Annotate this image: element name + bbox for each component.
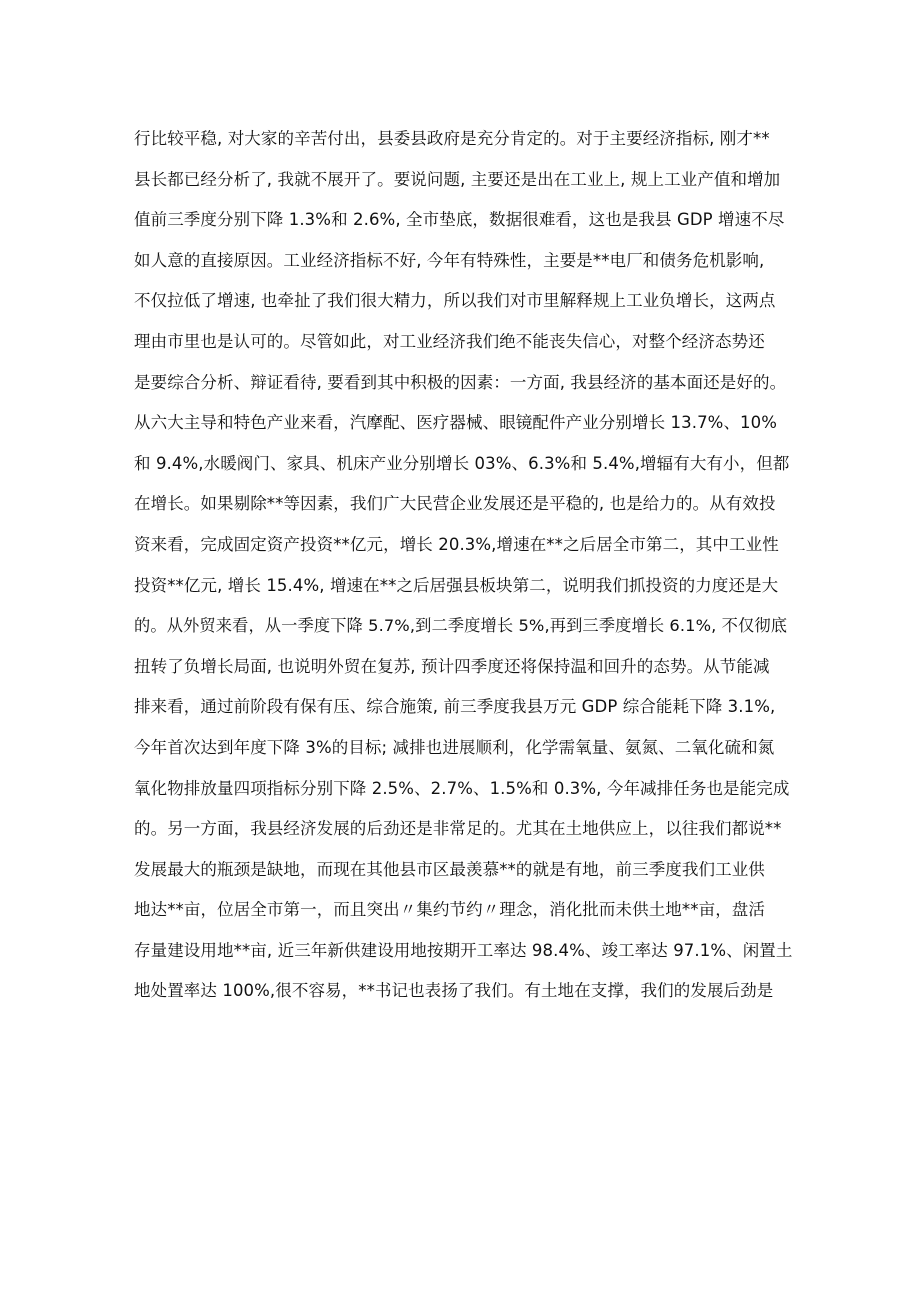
body-paragraph	[134, 119, 794, 1012]
text-line: 从六大主导和特色产业来看，汽摩配、医疗器械、眼镜配件产业分别增长 13.7%、10%	[134, 413, 778, 433]
text-line: 如人意的直接原因。工业经济指标不好, 今年有特殊性，主要是**电厂和债务危机影响,	[134, 250, 765, 270]
text-line: 县长都已经分析了, 我就不展开了。要说问题, 主要还是出在工业上, 规上工业产值和增加	[134, 169, 781, 189]
text-line: 和 9.4%,水暖阀门、家具、机床产业分别增长 03%、6.3%和 5.4%,增辐有大有小，但都	[134, 453, 790, 473]
text-line: 排来看，通过前阶段有保有压、综合施策, 前三季度我县万元 GDP 综合能耗下降 3.1%,	[134, 697, 776, 717]
text-line: 扭转了负增长局面, 也说明外贸在复苏, 预计四季度还将保持温和回升的态势。从节能减	[134, 656, 770, 676]
text-line: 不仅拉低了增速, 也牵扯了我们很大精力，所以我们对市里解释规上工业负增长，这两点	[134, 291, 776, 311]
text-line: 发展最大的瓶颈是缺地，而现在其他县市区最羡慕**的就是有地，前三季度我们工业供	[134, 859, 765, 879]
text-line: 氧化物排放量四项指标分别下降 2.5%、2.7%、1.5%和 0.3%, 今年减排任务也是能完成	[134, 778, 790, 798]
text-line: 的。从外贸来看，从一季度下降 5.7%,到二季度增长 5%,再到三季度增长 6.1%, 不仅彻底	[134, 616, 788, 636]
text-line: 是要综合分析、辩证看待, 要看到其中积极的因素：一方面, 我县经济的基本面还是好的。	[134, 372, 787, 392]
text-line: 地处置率达 100%,很不容易，**书记也表扬了我们。有土地在支撑，我们的发展后劲是	[134, 981, 774, 1001]
text-line: 投资**亿元, 增长 15.4%, 增速在**之后居强县板块第二，说明我们抓投资的力度还是大	[134, 575, 779, 595]
text-line: 行比较平稳, 对大家的辛苦付出，县委县政府是充分肯定的。对于主要经济指标, 刚才**	[134, 129, 770, 148]
text-line: 今年首次达到年度下降 3%的目标; 减排也进展顺利，化学需氧量、氨氮、二氧化硫和氮	[134, 737, 775, 757]
text-line: 资来看，完成固定资产投资**亿元，增长 20.3%,增速在**之后居全市第二，其中工业性	[134, 534, 779, 554]
text-line: 地达**亩，位居全市第一，而且突出〃集约节约〃理念，消化批而未供土地**亩，盘活	[134, 900, 765, 920]
text-line: 的。另一方面，我县经济发展的后劲还是非常足的。尤其在土地供应上，以往我们都说**	[134, 819, 782, 839]
text-line: 在增长。如果剔除**等因素，我们广大民营企业发展还是平稳的, 也是给力的。从有效投	[134, 494, 776, 514]
text-line: 值前三季度分别下降 1.3%和 2.6%, 全市垫底，数据很难看，这也是我县 GDP 增速不尽	[134, 210, 785, 230]
text-line: 存量建设用地**亩, 近三年新供建设用地按期开工率达 98.4%、竣工率达 97.1%、闲置土	[134, 940, 793, 960]
text-line: 理由市里也是认可的。尽管如此，对工业经济我们绝不能丧失信心，对整个经济态势还	[134, 331, 765, 351]
